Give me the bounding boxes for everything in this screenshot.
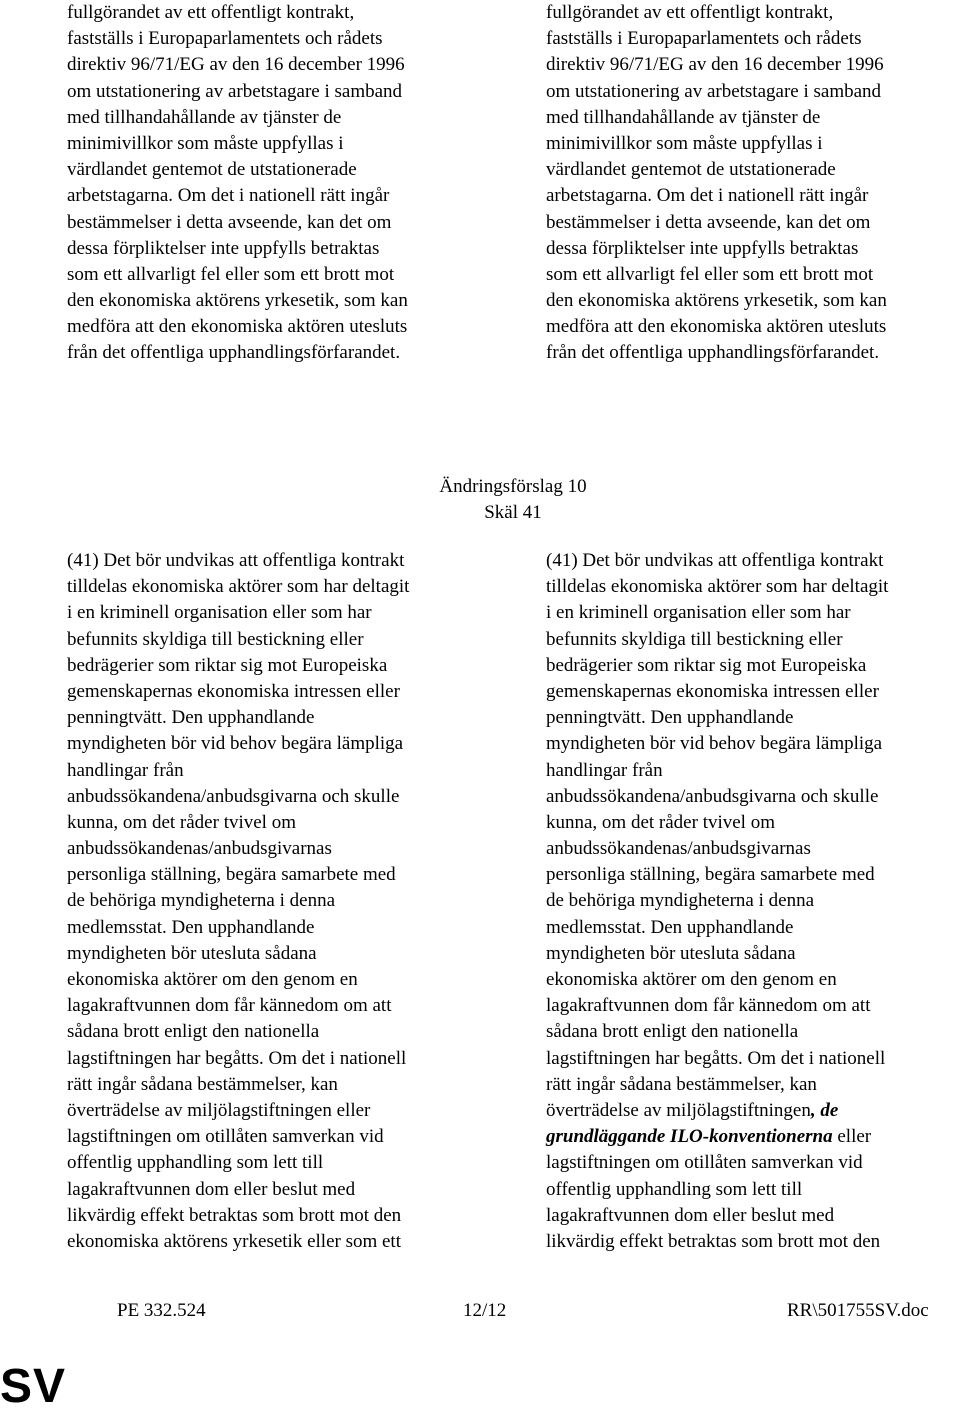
text-line: fastställs i Europaparlamentets och rådets [546, 28, 862, 50]
amended-text-suffix: eller [832, 1126, 872, 1148]
text-line: medföra att den ekonomiska aktören utesluts [67, 316, 408, 338]
text-line: bestämmelser i detta avseende, kan det om [67, 211, 392, 233]
text-line: kunna, om det råder tvivel om [67, 811, 296, 833]
text-line: lagakraftvunnen dom eller beslut med [67, 1178, 356, 1200]
footer-reference: PE 332.524 [117, 1300, 206, 1321]
footer-page-number: 12/12 [463, 1300, 507, 1321]
recital-heading: Skäl 41 [484, 502, 542, 523]
text-line: den ekonomiska aktörens yrkesetik, som kan [67, 290, 408, 312]
text-line: med tillhandahållande av tjänster de [67, 106, 342, 128]
text-line: de behöriga myndigheterna i denna [67, 890, 336, 912]
text-line: befunnits skyldiga till bestickning eller [67, 628, 364, 650]
text-line: befunnits skyldiga till bestickning eller [546, 628, 843, 650]
text-line: sådana brott enligt den nationella [67, 1021, 320, 1043]
text-line: penningtvätt. Den upphandlande [546, 707, 794, 729]
text-line: anbudssökandena/anbudsgivarna och skulle [67, 785, 400, 807]
text-line: sådana brott enligt den nationella [546, 1021, 799, 1043]
text-line: likvärdig effekt betraktas som brott mot den [67, 1204, 402, 1226]
text-line: ekonomiska aktörens yrkesetik eller som ett [67, 1230, 401, 1252]
text-line: lagakraftvunnen dom får kännedom om att [67, 995, 392, 1017]
text-line: lagakraftvunnen dom eller beslut med [546, 1204, 835, 1226]
bottom-right-tail-lines [546, 1150, 960, 1255]
text-line: från det offentliga upphandlingsförfarandet. [67, 342, 401, 364]
text-line: lagstiftningen har begåtts. Om det i nationell [67, 1047, 407, 1069]
text-line: tilldelas ekonomiska aktörer som har deltagit [546, 576, 889, 598]
text-line: direktiv 96/71/EG av den 16 december 1996 [67, 54, 405, 76]
text-line: rätt ingår sådana bestämmelser, kan [546, 1073, 817, 1095]
text-line: fullgörandet av ett offentligt kontrakt, [67, 2, 355, 23]
text-line: dessa förpliktelser inte uppfylls betraktas [67, 237, 380, 259]
text-line: fastställs i Europaparlamentets och rådets [67, 28, 383, 50]
text-line: medlemsstat. Den upphandlande [546, 916, 794, 938]
text-line: fullgörandet av ett offentligt kontrakt, [546, 2, 834, 23]
text-line: i en kriminell organisation eller som har [546, 602, 851, 624]
text-line: kunna, om det råder tvivel om [546, 811, 775, 833]
amended-line-a [546, 1098, 960, 1124]
text-line: offentlig upphandling som lett till [546, 1178, 803, 1200]
text-line: minimivillkor som måste uppfyllas i [67, 132, 344, 154]
text-column-top-right [546, 0, 960, 367]
text-column-bottom-left [67, 548, 487, 1255]
text-line: (41) Det bör undvikas att offentliga kontrakt [546, 550, 884, 571]
text-line: värdlandet gentemot de utstationerade [546, 159, 836, 181]
text-line: med tillhandahållande av tjänster de [546, 106, 821, 128]
text-column-top-left [67, 0, 487, 367]
text-line: överträdelse av miljölagstiftningen eller [67, 1099, 371, 1121]
text-line: offentlig upphandling som lett till [67, 1152, 324, 1174]
text-line: minimivillkor som måste uppfyllas i [546, 132, 823, 154]
text-line: om utstationering av arbetstagare i samband [546, 80, 882, 102]
amended-text-bold-a: , de [810, 1099, 839, 1121]
text-line: lagstiftningen har begåtts. Om det i nationell [546, 1047, 886, 1069]
text-line: från det offentliga upphandlingsförfarandet. [546, 342, 880, 364]
text-line: myndigheten bör vid behov begära lämpliga [67, 733, 404, 755]
text-line: de behöriga myndigheterna i denna [546, 890, 815, 912]
amended-line-b [546, 1124, 960, 1150]
text-line: den ekonomiska aktörens yrkesetik, som kan [546, 290, 887, 312]
text-line: personliga ställning, begära samarbete med [67, 864, 396, 886]
text-line: direktiv 96/71/EG av den 16 december 1996 [546, 54, 884, 76]
text-line: dessa förpliktelser inte uppfylls betraktas [546, 237, 859, 259]
text-line: om utstationering av arbetstagare i samband [67, 80, 403, 102]
text-line: som ett allvarligt fel eller som ett brott mot [67, 263, 395, 285]
text-line: gemenskapernas ekonomiska intressen eller [67, 680, 400, 702]
text-line: anbudssökandenas/anbudsgivarnas [67, 838, 332, 860]
amendment-heading: Ändringsförslag 10 [439, 476, 587, 497]
text-line: värdlandet gentemot de utstationerade [67, 159, 357, 181]
text-line: som ett allvarligt fel eller som ett brott mot [546, 263, 874, 285]
text-line: anbudssökandena/anbudsgivarna och skulle [546, 785, 879, 807]
bottom-right-lines [546, 548, 960, 1098]
text-line: arbetstagarna. Om det i nationell rätt ingår [67, 185, 390, 207]
language-code: SV [0, 1360, 67, 1413]
text-line: penningtvätt. Den upphandlande [67, 707, 315, 729]
text-line: ekonomiska aktörer om den genom en [546, 969, 837, 990]
text-line: lagakraftvunnen dom får kännedom om att [546, 995, 871, 1017]
text-line: i en kriminell organisation eller som har [67, 602, 372, 624]
text-line: likvärdig effekt betraktas som brott mot den [546, 1230, 881, 1252]
amended-text-bold-b: grundläggande ILO-konventionerna [546, 1126, 833, 1148]
text-line: lagstiftningen om otillåten samverkan vid [67, 1126, 384, 1148]
text-line: handlingar från [546, 759, 663, 781]
text-line: handlingar från [67, 759, 184, 781]
footer-document-name: RR\501755SV.doc [787, 1300, 929, 1321]
text-column-bottom-right [546, 548, 960, 1255]
text-line: myndigheten bör utesluta sådana [546, 942, 796, 964]
text-line: gemenskapernas ekonomiska intressen eller [546, 680, 879, 702]
text-line: medföra att den ekonomiska aktören utesluts [546, 316, 887, 338]
text-line: bedrägerier som riktar sig mot Europeiska [546, 654, 867, 676]
text-line: tilldelas ekonomiska aktörer som har deltagit [67, 576, 410, 598]
text-line: (41) Det bör undvikas att offentliga kontrakt [67, 550, 405, 571]
text-line: bestämmelser i detta avseende, kan det om [546, 211, 871, 233]
text-line: personliga ställning, begära samarbete med [546, 864, 875, 886]
amended-text-prefix: överträdelse av miljölagstiftningen [546, 1099, 811, 1121]
text-line: medlemsstat. Den upphandlande [67, 916, 315, 938]
text-line: arbetstagarna. Om det i nationell rätt ingår [546, 185, 869, 207]
text-line: bedrägerier som riktar sig mot Europeiska [67, 654, 388, 676]
text-line: myndigheten bör utesluta sådana [67, 942, 317, 964]
text-line: lagstiftningen om otillåten samverkan vid [546, 1152, 863, 1174]
text-line: rätt ingår sådana bestämmelser, kan [67, 1073, 338, 1095]
text-line: myndigheten bör vid behov begära lämpliga [546, 733, 883, 755]
text-line: anbudssökandenas/anbudsgivarnas [546, 838, 811, 860]
text-line: ekonomiska aktörer om den genom en [67, 969, 358, 990]
